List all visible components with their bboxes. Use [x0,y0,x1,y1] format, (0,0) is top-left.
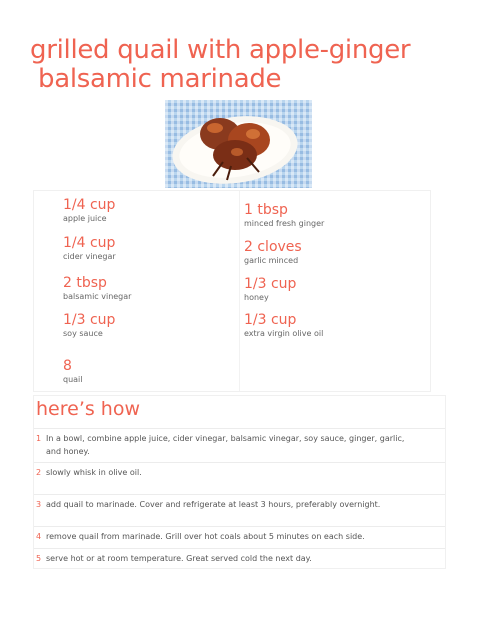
ingredients-panel [33,190,431,392]
method-step [34,428,445,462]
ingredient-name: balsamic vinegar [63,292,132,301]
step-number: 3 [36,500,42,509]
ingredient-name: quail [63,375,83,384]
ingredient-name: cider vinegar [63,252,116,261]
ingredient-item [244,312,323,339]
method-step [34,462,445,493]
step-text: serve hot or at room temperature. Great served cold the next day. [46,554,312,563]
ingredient-quantity: 1 tbsp [244,202,288,218]
ingredient-quantity: 8 [63,358,72,374]
ingredients-column-divider [239,191,240,391]
step-number: 2 [36,468,42,477]
ingredient-item [63,312,115,339]
grilled-quail-plate-image [165,100,312,188]
method-step [34,526,445,549]
ingredient-name: minced fresh ginger [244,219,325,228]
ingredient-quantity: 2 cloves [244,239,302,255]
recipe-title [30,36,470,94]
ingredient-name: honey [244,293,269,302]
step-text: remove quail from marinade. Grill over hot coals about 5 minutes on each side. [46,532,365,541]
ingredient-quantity: 1/4 cup [63,235,116,251]
recipe-title-line-2: balsamic marinade [38,64,282,94]
ingredient-item [244,202,324,229]
step-text: add quail to marinade. Cover and refrigerate at least 3 hours, preferably overnight. [46,500,381,509]
recipe-photo [165,100,312,188]
ingredient-name: soy sauce [63,329,103,338]
step-number: 1 [36,434,42,443]
ingredient-item [244,239,302,266]
method-heading: here’s how [36,398,140,420]
ingredient-item [63,197,115,224]
method-panel [33,395,446,569]
method-step [34,548,445,568]
ingredient-name: garlic minced [244,256,299,265]
step-number: 4 [36,532,42,541]
ingredient-item [63,235,116,262]
ingredient-quantity: 2 tbsp [63,275,107,291]
ingredient-quantity: 1/3 cup [63,312,116,328]
ingredient-item [63,358,83,385]
method-step [34,494,445,526]
ingredient-quantity: 1/3 cup [244,276,297,292]
step-text: In a bowl, combine apple juice, cider vinegar, balsamic vinegar, soy sauce, ginger, garlic, and honey. [46,434,405,456]
ingredient-name: extra virgin olive oil [244,329,324,338]
ingredient-name: apple juice [63,214,107,223]
ingredient-item [244,276,296,303]
step-number: 5 [36,554,42,563]
step-text: slowly whisk in olive oil. [46,468,142,477]
recipe-title-line-1: grilled quail with apple-ginger [30,35,411,65]
ingredient-quantity: 1/4 cup [63,197,116,213]
ingredient-item [63,275,131,302]
ingredient-quantity: 1/3 cup [244,312,297,328]
